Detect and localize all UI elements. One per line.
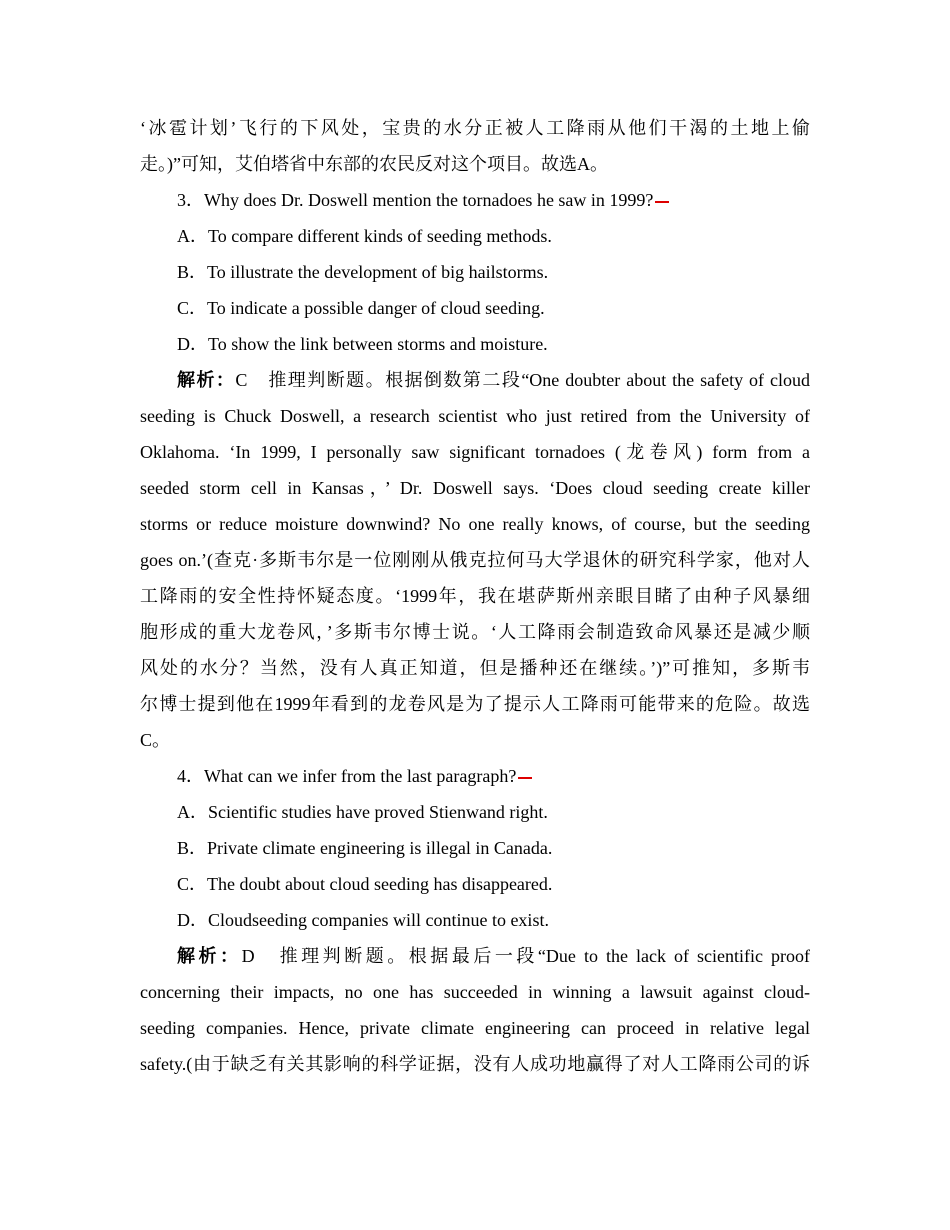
analysis-line: C。 [140,730,171,750]
option-a: A．Scientific studies have proved Stienwand right. [177,802,548,822]
analysis-line [140,938,810,974]
analysis-line: goes on.’(查克·多斯韦尔是一位刚刚从俄克拉何马大学退休的研究科学家，他对人 [140,550,810,570]
document-page [140,110,810,1082]
analysis-line: storms or reduce moisture downwind? No one really knows, of course, but the seeding [140,514,810,534]
analysis-line [140,362,810,398]
analysis-line: seeded storm cell in Kansas，’ Dr. Doswell says. ‘Does cloud seeding create killer [140,478,810,498]
option-b: B．To illustrate the development of big hailstorms. [177,262,549,282]
answer-blank [518,776,532,779]
analysis-line: Oklahoma. ‘In 1999, I personally saw significant tornadoes (龙卷风) form from a [140,442,810,462]
answer-blank [655,200,669,203]
question-3-text: 3．Why does Dr. Doswell mention the tornadoes he saw in 1999? [177,190,654,210]
question-3 [140,182,810,218]
analysis-text: D 推理判断题。根据最后一段“Due to the lack of scientific proof [241,946,810,966]
analysis-line: safety.(由于缺乏有关其影响的科学证据，没有人成功地赢得了对人工降雨公司的诉 [140,1054,810,1074]
analysis-text: C 推理判断题。根据倒数第二段“One doubter about the safety of cloud [235,370,810,390]
option-c: C．To indicate a possible danger of cloud seeding. [177,298,545,318]
analysis-line: concerning their impacts, no one has succeeded in winning a lawsuit against cloud- [140,982,810,1002]
analysis-line: seeding is Chuck Doswell, a research scientist who just retired from the University of [140,406,810,426]
option-d: D．Cloudseeding companies will continue to exist. [177,910,549,930]
option-c: C．The doubt about cloud seeding has disappeared. [177,874,553,894]
question-4 [140,758,810,794]
analysis-label: 解析： [177,370,236,390]
analysis-line: 胞形成的重大龙卷风，’多斯韦尔博士说。‘人工降雨会制造致命风暴还是减少顺 [140,622,810,642]
analysis-line: 尔博士提到他在1999年看到的龙卷风是为了提示人工降雨可能带来的危险。故选 [140,694,810,714]
option-b: B．Private climate engineering is illegal in Canada. [177,838,553,858]
question-4-text: 4．What can we infer from the last paragraph? [177,766,517,786]
option-a: A．To compare different kinds of seeding methods. [177,226,552,246]
analysis-line: seeding companies. Hence, private climate engineering can proceed in relative legal [140,1018,810,1038]
analysis-line: 工降雨的安全性持怀疑态度。‘1999年，我在堪萨斯州亲眼目睹了由种子风暴细 [140,586,810,606]
analysis-line: 风处的水分？当然，没有人真正知道，但是播种还在继续。’)”可推知，多斯韦 [140,658,810,678]
option-d: D．To show the link between storms and moisture. [177,334,548,354]
analysis-label: 解析： [177,946,242,966]
text-line: ‘冰雹计划’飞行的下风处，宝贵的水分正被人工降雨从他们干渴的土地上偷 [140,118,810,138]
text-line: 走。)”可知，艾伯塔省中东部的农民反对这个项目。故选A。 [140,154,608,174]
